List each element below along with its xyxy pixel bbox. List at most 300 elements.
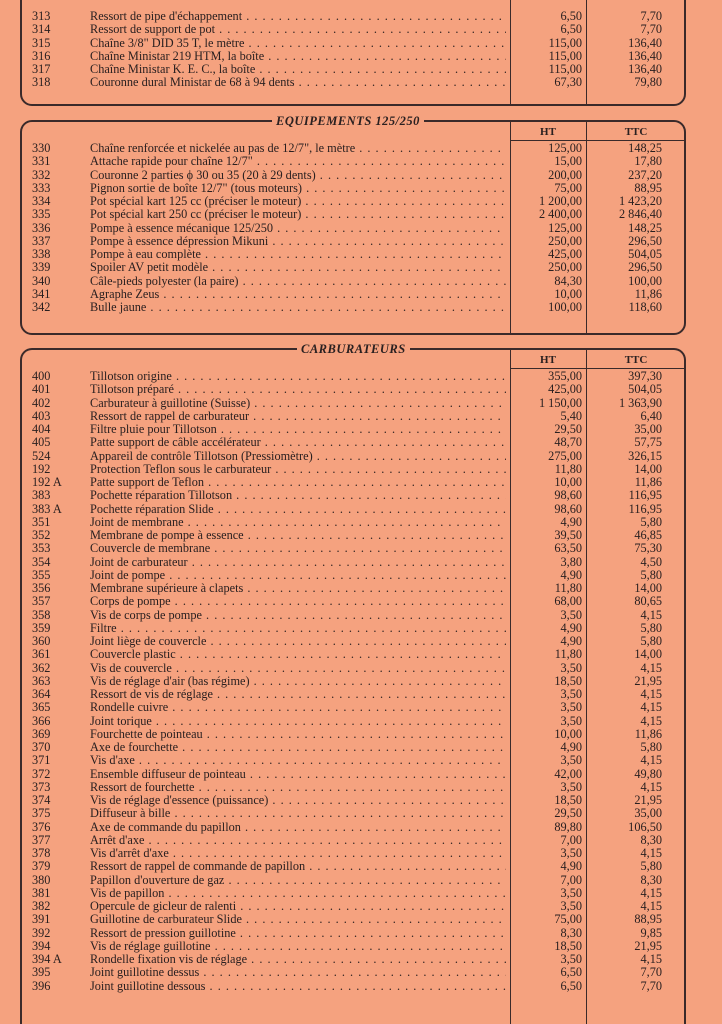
price-row [22, 781, 684, 794]
item-code: 404 [32, 422, 51, 436]
item-code: 337 [32, 233, 51, 248]
price-ht: 89,80 [554, 819, 582, 834]
price-ttc: 100,00 [628, 273, 662, 288]
price-row [22, 410, 684, 423]
price-row [22, 556, 684, 569]
price-ttc: 6,40 [640, 408, 662, 423]
price-row [22, 595, 684, 608]
price-row [22, 397, 684, 410]
price-ttc: 1 363,90 [618, 395, 662, 410]
price-ht: 84,30 [554, 273, 582, 288]
item-label: Pompe à essence mécanique 125/250 . . . [90, 222, 506, 235]
price-row [22, 516, 684, 529]
item-code: 313 [32, 9, 51, 23]
price-row [22, 235, 684, 248]
item-code: 192 A [32, 475, 62, 489]
price-ttc: 14,00 [634, 581, 662, 595]
item-code: 375 [32, 806, 51, 821]
item-label: Membrane supérieure à clapets . . . [90, 582, 506, 595]
price-ttc: 136,40 [628, 48, 662, 63]
price-row [22, 768, 684, 781]
item-code: 331 [32, 154, 51, 169]
price-row [22, 860, 684, 873]
price-row [22, 155, 684, 168]
item-label: Tillotson préparé . . . [90, 383, 506, 396]
item-code: 334 [32, 194, 51, 208]
price-row [22, 23, 684, 36]
item-label: Vis de couvercle . . . [90, 662, 506, 675]
item-code: 333 [32, 180, 51, 195]
price-ttc: 75,30 [634, 541, 662, 556]
price-ttc: 5,80 [640, 859, 662, 874]
item-label: Pochette réparation Slide . . . [90, 503, 506, 516]
price-ttc: 11,86 [634, 726, 662, 741]
price-ttc: 7,70 [640, 965, 662, 980]
item-label: Corps de pompe . . . [90, 595, 506, 608]
price-ttc: 9,85 [640, 925, 662, 940]
price-row [22, 383, 684, 396]
price-ttc: 1 423,20 [618, 194, 662, 208]
price-ht: 29,50 [554, 806, 582, 821]
item-code: 380 [32, 872, 51, 887]
price-ht: 18,50 [554, 673, 582, 688]
item-label: Joint de membrane . . . [90, 516, 506, 529]
price-ht: 115,00 [548, 48, 582, 63]
item-code: 381 [32, 885, 51, 900]
item-code: 377 [32, 832, 51, 847]
price-ttc: 5,80 [640, 620, 662, 635]
price-ht: 125,00 [548, 141, 582, 155]
price-ttc: 4,15 [640, 660, 662, 675]
item-label: Filtre pluie pour Tillotson . . . [90, 423, 506, 436]
price-row [22, 807, 684, 820]
item-code: 364 [32, 687, 51, 701]
price-row [22, 248, 684, 261]
item-label: Joint guillotine dessous . . . [90, 980, 506, 993]
price-ttc: 49,80 [634, 766, 662, 781]
section-title: EQUIPEMENTS 125/250 [272, 114, 424, 129]
item-label: Pochette réparation Tillotson . . . [90, 489, 506, 502]
price-ht: 355,00 [548, 369, 582, 383]
item-code: 339 [32, 260, 51, 275]
price-row [22, 728, 684, 741]
price-row [22, 222, 684, 235]
price-row [22, 275, 684, 288]
item-label: Pompe à essence dépression Mikuni . . . [90, 235, 506, 248]
section-title: CARBURATEURS [297, 342, 410, 357]
price-row [22, 688, 684, 701]
item-code: 405 [32, 435, 51, 450]
price-row [22, 609, 684, 622]
price-row [22, 741, 684, 754]
price-row [22, 980, 684, 993]
price-ht: 8,30 [560, 925, 582, 940]
price-ht: 3,50 [560, 779, 582, 794]
item-label: Patte support de câble accélérateur . . . [90, 436, 506, 449]
item-code: 403 [32, 408, 51, 423]
item-code: 351 [32, 514, 51, 529]
price-ht: 6,50 [560, 978, 582, 993]
price-ttc: 326,15 [628, 448, 662, 463]
item-code: 318 [32, 75, 51, 90]
price-ht: 15,00 [554, 154, 582, 169]
item-code: 317 [32, 62, 51, 76]
item-code: 382 [32, 899, 51, 913]
price-ht: 75,00 [554, 180, 582, 195]
price-ttc: 88,95 [634, 180, 662, 195]
item-label: Rondelle fixation vis de réglage . . . [90, 953, 506, 966]
price-row [22, 503, 684, 516]
price-ht: 4,90 [560, 514, 582, 529]
item-label: Vis de réglage guillotine . . . [90, 940, 506, 953]
item-code: 352 [32, 528, 51, 542]
item-code: 354 [32, 554, 51, 569]
price-ht: 4,90 [560, 567, 582, 582]
price-ht: 3,50 [560, 753, 582, 768]
price-ht: 98,60 [554, 501, 582, 516]
price-row [22, 927, 684, 940]
price-ttc: 11,86 [634, 475, 662, 489]
item-code: 315 [32, 35, 51, 50]
item-code: 402 [32, 395, 51, 410]
item-label: Pignon sortie de boîte 12/7" (tous moteurs) . . . [90, 182, 506, 195]
price-ttc: 5,80 [640, 567, 662, 582]
price-ht: 4,90 [560, 859, 582, 874]
price-ttc: 21,95 [634, 938, 662, 953]
price-ttc: 8,30 [640, 872, 662, 887]
price-ht: 10,00 [554, 286, 582, 301]
item-code: 394 [32, 938, 51, 953]
item-label: Ressort de rappel de carburateur . . . [90, 410, 506, 423]
price-ttc: 21,95 [634, 793, 662, 807]
price-ht: 6,50 [560, 9, 582, 23]
item-label: Vis de corps de pompe . . . [90, 609, 506, 622]
item-label: Spoiler AV petit modèle . . . [90, 261, 506, 274]
item-label: Filtre . . . [90, 622, 506, 635]
price-row [22, 701, 684, 714]
price-ht: 39,50 [554, 528, 582, 542]
price-row [22, 542, 684, 555]
price-ht: 3,50 [560, 700, 582, 715]
price-list [22, 370, 684, 993]
price-ht: 3,80 [560, 554, 582, 569]
price-ht: 6,50 [560, 22, 582, 37]
item-code: 335 [32, 207, 51, 222]
price-ttc: 4,15 [640, 899, 662, 913]
section-box-carburateurs [20, 342, 686, 1024]
item-label: Diffuseur à bille . . . [90, 807, 506, 820]
price-ttc: 7,70 [640, 978, 662, 993]
price-row [22, 261, 684, 274]
price-ht: 75,00 [554, 912, 582, 927]
price-ttc: 106,50 [628, 819, 662, 834]
price-ttc: 4,15 [640, 713, 662, 728]
item-label: Opercule de gicleur de ralenti . . . [90, 900, 506, 913]
item-label: Carburateur à guillotine (Suisse) . . . [90, 397, 506, 410]
price-ht: 4,90 [560, 740, 582, 754]
item-label: Arrêt d'axe . . . [90, 834, 506, 847]
item-code: 314 [32, 22, 51, 37]
price-ht: 48,70 [554, 435, 582, 450]
price-ht: 200,00 [548, 167, 582, 182]
price-ttc: 21,95 [634, 673, 662, 688]
price-ttc: 4,15 [640, 607, 662, 622]
item-label: Membrane de pompe à essence . . . [90, 529, 506, 542]
item-label: Pompe à eau complète . . . [90, 248, 506, 261]
price-row [22, 622, 684, 635]
price-ttc: 5,80 [640, 634, 662, 648]
item-code: 340 [32, 273, 51, 288]
item-label: Vis d'arrêt d'axe . . . [90, 847, 506, 860]
price-ht: 3,50 [560, 952, 582, 966]
price-ttc: 136,40 [628, 35, 662, 50]
price-ttc: 118,60 [628, 300, 662, 314]
price-ht: 6,50 [560, 965, 582, 980]
price-ht: 3,50 [560, 846, 582, 860]
item-label: Chaîne renforcée et nickelée au pas de 12/7", le mètre . . . [90, 142, 506, 155]
price-row [22, 821, 684, 834]
price-ttc: 11,86 [634, 286, 662, 301]
item-label: Ressort de pipe d'échappement . . . [90, 10, 506, 23]
item-code: 192 [32, 461, 51, 476]
item-code: 391 [32, 912, 51, 927]
item-label: Câle-pieds polyester (la paire) . . . [90, 275, 506, 288]
item-code: 356 [32, 581, 51, 595]
item-code: 357 [32, 594, 51, 609]
price-ttc: 296,50 [628, 260, 662, 275]
item-code: 365 [32, 700, 51, 715]
item-label: Chaîne 3/8" DID 35 T, le mètre . . . [90, 37, 506, 50]
price-ttc: 296,50 [628, 233, 662, 248]
price-row [22, 63, 684, 76]
item-label: Chaîne Ministar K. E. C., la boîte . . . [90, 63, 506, 76]
item-label: Joint guillotine dessus . . . [90, 966, 506, 979]
item-code: 374 [32, 793, 51, 807]
price-row [22, 476, 684, 489]
price-row [22, 715, 684, 728]
item-label: Vis de réglage d'air (bas régime) . . . [90, 675, 506, 688]
price-ttc: 7,70 [640, 9, 662, 23]
item-code: 360 [32, 634, 51, 648]
item-code: 396 [32, 978, 51, 993]
price-row [22, 301, 684, 314]
price-ht: 67,30 [554, 75, 582, 90]
price-row [22, 794, 684, 807]
item-label: Agraphe Zeus . . . [90, 288, 506, 301]
price-ttc: 17,80 [634, 154, 662, 169]
price-ttc: 14,00 [634, 461, 662, 476]
section-box-equipements [20, 114, 686, 335]
item-code: 376 [32, 819, 51, 834]
price-ht: 11,80 [554, 581, 582, 595]
column-header-ttc: TTC [624, 126, 648, 138]
item-label: Tillotson origine . . . [90, 370, 506, 383]
item-label: Appareil de contrôle Tillotson (Pressiomètre) . . . [90, 450, 506, 463]
column-header-ht: HT [540, 354, 556, 366]
item-label: Pot spécial kart 250 cc (préciser le moteur) . . . [90, 208, 506, 221]
item-code: 373 [32, 779, 51, 794]
item-code: 371 [32, 753, 51, 768]
item-code: 394 A [32, 952, 62, 966]
item-label: Joint torique . . . [90, 715, 506, 728]
price-ttc: 5,80 [640, 740, 662, 754]
price-row [22, 288, 684, 301]
price-ttc: 35,00 [634, 806, 662, 821]
price-ttc: 88,95 [634, 912, 662, 927]
item-label: Patte support de Teflon . . . [90, 476, 506, 489]
price-ht: 425,00 [548, 382, 582, 397]
price-ht: 250,00 [548, 260, 582, 275]
item-code: 363 [32, 673, 51, 688]
price-ttc: 4,15 [640, 779, 662, 794]
item-label: Vis de papillon . . . [90, 887, 506, 900]
price-row [22, 463, 684, 476]
price-row [22, 635, 684, 648]
price-ttc: 116,95 [628, 501, 662, 516]
section-box-continuation [20, 0, 686, 106]
item-code: 338 [32, 247, 51, 261]
price-ht: 1 200,00 [538, 194, 582, 208]
price-row [22, 195, 684, 208]
price-ttc: 4,15 [640, 846, 662, 860]
price-ht: 115,00 [548, 35, 582, 50]
item-label: Axe de fourchette . . . [90, 741, 506, 754]
price-ht: 115,00 [548, 62, 582, 76]
price-row [22, 847, 684, 860]
price-ht: 11,80 [554, 647, 582, 662]
price-ttc: 5,80 [640, 514, 662, 529]
price-ht: 3,50 [560, 660, 582, 675]
price-ht: 425,00 [548, 247, 582, 261]
item-label: Rondelle cuivre . . . [90, 701, 506, 714]
price-ht: 2 400,00 [538, 207, 582, 222]
item-code: 330 [32, 141, 51, 155]
item-code: 342 [32, 300, 51, 314]
price-row [22, 423, 684, 436]
item-code: 361 [32, 647, 51, 662]
price-ttc: 7,70 [640, 22, 662, 37]
item-label: Papillon d'ouverture de gaz . . . [90, 874, 506, 887]
price-row [22, 834, 684, 847]
price-ttc: 46,85 [634, 528, 662, 542]
item-label: Axe de commande du papillon . . . [90, 821, 506, 834]
price-row [22, 900, 684, 913]
price-ttc: 2 846,40 [618, 207, 662, 222]
price-row [22, 169, 684, 182]
item-code: 358 [32, 607, 51, 622]
item-label: Ressort de pression guillotine . . . [90, 927, 506, 940]
price-ht: 3,50 [560, 607, 582, 622]
item-code: 366 [32, 713, 51, 728]
price-ht: 10,00 [554, 726, 582, 741]
item-label: Ressort de rappel de commande de papillon . . . [90, 860, 506, 873]
price-ht: 63,50 [554, 541, 582, 556]
item-label: Pot spécial kart 125 cc (préciser le moteur) . . . [90, 195, 506, 208]
price-row [22, 10, 684, 23]
item-label: Fourchette de pointeau . . . [90, 728, 506, 741]
price-row [22, 569, 684, 582]
price-ht: 42,00 [554, 766, 582, 781]
item-label: Chaîne Ministar 219 HTM, la boîte . . . [90, 50, 506, 63]
price-row [22, 142, 684, 155]
price-ttc: 79,80 [634, 75, 662, 90]
item-label: Ressort de fourchette . . . [90, 781, 506, 794]
price-ht: 3,50 [560, 713, 582, 728]
item-code: 395 [32, 965, 51, 980]
price-ttc: 148,25 [628, 220, 662, 235]
price-ht: 1 150,00 [538, 395, 582, 410]
price-ttc: 4,15 [640, 885, 662, 900]
item-label: Couronne dural Ministar de 68 à 94 dents . . . [90, 76, 506, 89]
item-code: 316 [32, 48, 51, 63]
price-ht: 4,90 [560, 634, 582, 648]
item-code: 379 [32, 859, 51, 874]
price-ht: 4,90 [560, 620, 582, 635]
price-row [22, 50, 684, 63]
price-ht: 5,40 [560, 408, 582, 423]
price-ht: 7,00 [560, 832, 582, 847]
item-code: 401 [32, 382, 51, 397]
price-row [22, 966, 684, 979]
item-label: Joint liège de couvercle . . . [90, 635, 506, 648]
column-header-ttc: TTC [624, 354, 648, 366]
price-row [22, 436, 684, 449]
price-row [22, 370, 684, 383]
price-ttc: 4,15 [640, 700, 662, 715]
item-code: 341 [32, 286, 51, 301]
item-label: Couronne 2 parties ϕ 30 ou 35 (20 à 29 dents) . . . [90, 169, 506, 182]
item-code: 332 [32, 167, 51, 182]
price-row [22, 208, 684, 221]
price-ht: 125,00 [548, 220, 582, 235]
price-row [22, 874, 684, 887]
price-ht: 250,00 [548, 233, 582, 248]
price-ht: 100,00 [548, 300, 582, 314]
price-row [22, 913, 684, 926]
item-code: 370 [32, 740, 51, 754]
price-ttc: 504,05 [628, 247, 662, 261]
price-row [22, 450, 684, 463]
price-ttc: 237,20 [628, 167, 662, 182]
price-ttc: 35,00 [634, 422, 662, 436]
item-label: Joint de carburateur . . . [90, 556, 506, 569]
item-code: 524 [32, 448, 51, 463]
item-label: Bulle jaune . . . [90, 301, 506, 314]
price-row [22, 675, 684, 688]
price-ttc: 116,95 [628, 488, 662, 503]
item-label: Ressort de vis de réglage . . . [90, 688, 506, 701]
price-ttc: 4,15 [640, 952, 662, 966]
price-row [22, 754, 684, 767]
price-row [22, 662, 684, 675]
item-label: Ensemble diffuseur de pointeau . . . [90, 768, 506, 781]
price-ht: 18,50 [554, 938, 582, 953]
price-ttc: 14,00 [634, 647, 662, 662]
price-ttc: 4,50 [640, 554, 662, 569]
item-label: Protection Teflon sous le carburateur . . . [90, 463, 506, 476]
price-ttc: 8,30 [640, 832, 662, 847]
price-ht: 7,00 [560, 872, 582, 887]
price-row [22, 489, 684, 502]
item-code: 355 [32, 567, 51, 582]
price-row [22, 529, 684, 542]
item-label: Vis de réglage d'essence (puissance) . . . [90, 794, 506, 807]
price-row [22, 76, 684, 89]
item-code: 378 [32, 846, 51, 860]
price-row [22, 953, 684, 966]
item-label: Couvercle de membrane . . . [90, 542, 506, 555]
item-code: 383 A [32, 501, 62, 516]
